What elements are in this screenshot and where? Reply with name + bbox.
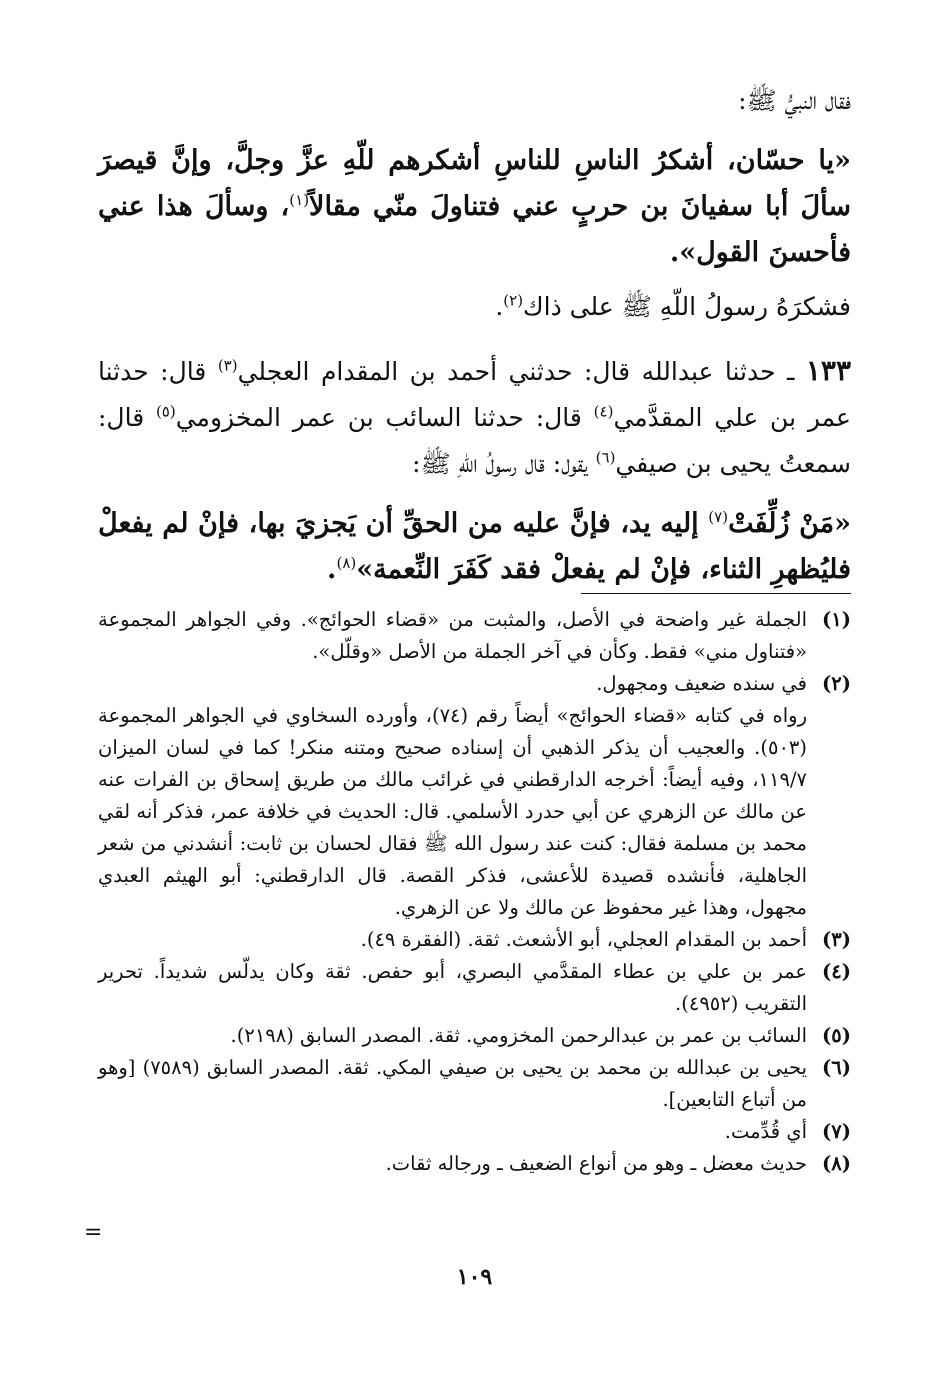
footnote-2 — [98, 668, 851, 924]
footnote-text: الجملة غير واضحة في الأصل، والمثبت من «قضاء الحوائج». وفي الجواهر المجموعة «فتناول مني» فقط. وكأن في آخر الجملة من الأصل «وقلّل». — [98, 608, 807, 663]
footnote-ref-2: (٢) — [503, 291, 524, 310]
footnote-text: حديث معضل ـ وهو من أنواع الضعيف ـ ورجاله ثقات. — [385, 1152, 807, 1175]
footnote-number: (٨) — [822, 1152, 851, 1175]
main-text — [98, 78, 851, 601]
thanks-line: فشكرَهُ رسولُ اللّهِ ﷺ على ذاك$^{(٢)}$. — [495, 291, 851, 321]
footnote-ref-3: (٣) — [217, 356, 238, 375]
intro-line: فقال النبيُّ ﷺ: — [738, 86, 851, 115]
footnote-number: (٣) — [822, 928, 851, 951]
footnote-ref-4: (٤) — [593, 402, 614, 421]
hadith-number: ١٣٣ — [805, 354, 851, 387]
footnote-number: (٤) — [822, 960, 851, 983]
footnotes — [98, 604, 851, 1180]
hadith-quote-gratitude: «مَنْ زُلِّفَتْ$^{(٧)}$ إليه يد، فإنَّ عليه من الحقِّ أن يَجزيَ بها، فإنْ لم يفعلْ فليُظهرِ الثناء، فإنْ لم يفعلْ فقد كَفَرَ النِّعمة»$^{(٨)}$. — [98, 508, 852, 585]
footnote-3 — [98, 924, 851, 956]
footnote-8 — [98, 1148, 851, 1180]
footnote-6 — [98, 1052, 851, 1116]
footnote-text: أي قُدِّمت. — [724, 1120, 807, 1143]
footnote-number: (٢) — [822, 672, 851, 695]
footnote-5 — [98, 1020, 851, 1052]
footnote-ref-1: (١) — [289, 191, 310, 209]
continuation-mark: = — [84, 1220, 103, 1245]
footnote-number: (١) — [822, 608, 851, 631]
isnad-chain: ١٣٣ ـ حدثنا عبدالله قال: حدثني أحمد بن المقدام العجلي$^{(٣)}$ قال: حدثنا عمر بن علي المقدَّمي$^{(٤)}$ قال: حدثنا السائب بن عمر المخزومي$^{(٥)}$ قال: سمعتُ يحيى بن صيفي$^{(٦)}$ يقول: قال رسولُ اللّهِ ﷺ: — [98, 354, 851, 478]
hadith-quote-hassan: «يا حسّان، أشكرُ الناسِ للناسِ أشكرهم للّهِ عزَّ وجلَّ، وإنَّ قيصرَ سألَ أبا سفيانَ بن حربٍ عني فتناولَ منّي مقالاً$^{(١)}$، وسألَ هذا عني فأحسنَ القول». — [98, 145, 852, 268]
footnote-number: (٥) — [822, 1024, 851, 1047]
footnote-text: السائب بن عمر بن عبدالرحمن المخزومي. ثقة. المصدر السابق (٢١٩٨). — [230, 1024, 807, 1047]
footnote-text: يحيى بن عبدالله بن محمد بن يحيى بن صيفي المكي. ثقة. المصدر السابق (٧٥٨٩) [وهو من أتباع التابعين]. — [98, 1056, 808, 1111]
footnote-text: عمر بن علي بن عطاء المقدَّمي البصري، أبو حفص. ثقة وكان يدلّس شديداً. تحرير التقريب (٤٩٥٢). — [98, 960, 807, 1015]
footnote-ref-7: (٧) — [708, 508, 729, 526]
footnote-ref-8: (٨) — [336, 554, 357, 572]
footnote-ref-6: (٦) — [595, 448, 616, 467]
footnote-number: (٧) — [822, 1120, 851, 1143]
footnote-4 — [98, 956, 851, 1020]
footnote-text: في سنده ضعيف ومجهول. — [596, 672, 807, 695]
footnote-number: (٦) — [822, 1056, 851, 1079]
footnote-7 — [98, 1116, 851, 1148]
page-number: ١٠٩ — [456, 1264, 493, 1290]
footnote-1 — [98, 604, 851, 668]
footnote-divider — [581, 593, 851, 594]
footnote-ref-5: (٥) — [155, 402, 176, 421]
footnote-text: أحمد بن المقدام العجلي، أبو الأشعث. ثقة. (الفقرة ٤٩). — [360, 928, 807, 951]
footnote-text: رواه في كتابه «قضاء الحوائج» أيضاً رقم (٧٤)، وأورده السخاوي في الجواهر المجموعة (٥٠٣). والعجيب أن يذكر الذهبي أن إسناده صحيح ومتنه منكر! كما في لسان الميزان ١١٩/٧، وفيه أيضاً: أخرجه الدارقطني في غرائب مالك من طريق إسحاق بن الفرات عنه عن مالك عن الزهري عن أبي حدرد الأسلمي. قال: الحديث في خلافة عمر، فذكر أنه لقي محمد بن مسلمة فقال: كنت عند رسول الله ﷺ فقال لحسان بن ثابت: أنشدني من شعر الجاهلية، فأنشده قصيدة للأعشى، فذكر القصة. قال الدارقطني: أبو الهيثم العبدي مجهول، وهذا غير محفوظ عن مالك ولا عن الزهري. — [98, 704, 807, 919]
